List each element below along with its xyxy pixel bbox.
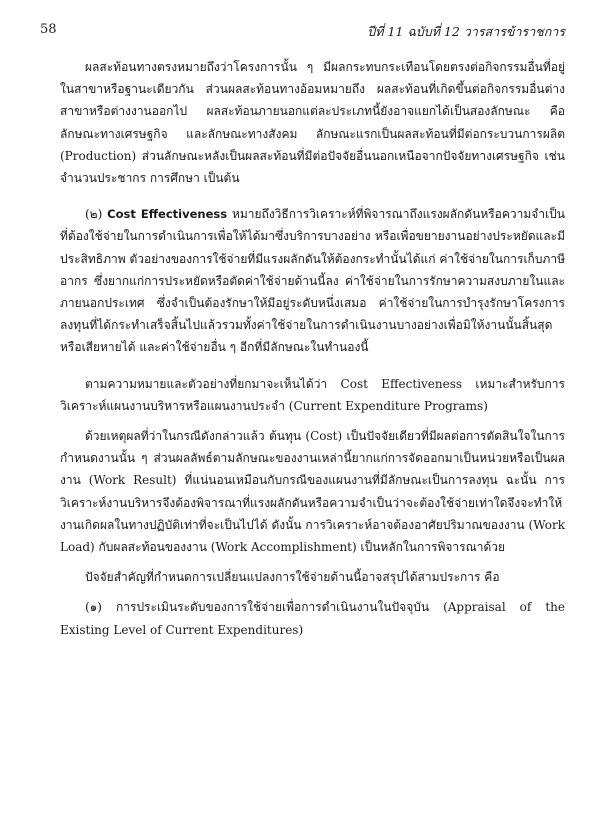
- running-title: ปีที่ 11 ฉบับที่ 12 วารสารข้าราชการ: [367, 24, 565, 39]
- item-heading: Cost Effectiveness: [107, 207, 228, 222]
- paragraph-meaning: ตามความหมายและตัวอย่างที่ยกมาจะเห็นได้ว่า Cost Effectiveness เหมาะสำหรับการวิเคราะห์แผนงานบริหารหรือแผนงานประจำ (Current Expenditure Programs): [60, 376, 565, 413]
- paragraph-external-effects: ผลสะท้อนทางตรงหมายถึงว่าโครงการนั้น ๆ มีผลกระทบกระเทือนโดยตรงต่อกิจกรรมอื่นที่อยู่ในสาขาหรือฐานะเดียวกัน ส่วนผลสะท้อนทางอ้อมหมายถึง ผลสะท้อนที่เกิดขึ้นต่อกิจกรรมอื่นต่างสาขาหรือต่างงานออกไป ผลสะท้อนภายนอกแต่ละประเภทนี้ยังอาจแยกได้เป็นสองลักษณะ คือ ลักษณะทางเศรษฐกิจ และลักษณะทางสังคม ลักษณะแรกเป็นผลสะท้อนที่มีต่อกระบวนการผลิต (Production) ส่วนลักษณะหลังเป็นผลสะท้อนที่มีต่อปัจจัยอื่นนอกเหนือจากปัจจัยทางเศรษฐกิจ เช่น จำนวนประชากร การศึกษา เป็นต้น: [60, 60, 565, 186]
- item-number: (๒): [85, 207, 103, 222]
- page-header: [40, 18, 565, 42]
- paragraph-factors: ปัจจัยสำคัญที่กำหนดการเปลี่ยนแปลงการใช้จ่ายด้านนี้อาจสรุปได้สามประการ คือ: [85, 570, 500, 585]
- page-number: 58: [40, 22, 57, 37]
- item-body: หมายถึงวิธีการวิเคราะห์ที่พิจารณาถึงแรงผลักดันหรือความจำเป็นที่ต้องใช้จ่ายในการดำเนินการเพื่อให้ได้มาซึ่งบริการบางอย่าง หรือเพื่อขยายงานอย่างประหยัดและมีประสิทธิภาพ ตัวอย่างของการใช้จ่ายที่มีแรงผลักดันให้ต้องกระทำนั้นได้แก่ ค่าใช้จ่ายในการเก็บภาษีอากร ซึ่งยากแก่การประหยัดหรือตัดค่าใช้จ่ายด้านนี้ลง ค่าใช้จ่ายในการรักษาความสงบภายในและภายนอกประเทศ ซึ่งจำเป็นต้องรักษาให้มีอยู่ระดับหนึ่งเสมอ ค่าใช้จ่ายในการบำรุงรักษาโครงการลงทุนที่ได้กระทำเสร็จสิ้นไปแล้วรวมทั้งค่าใช้จ่ายในการดำเนินงานบางอย่างเพื่อมิให้งานนั้นสิ้นสุดหรือเสียหายได้ และค่าใช้จ่ายอื่น ๆ อีกที่มีลักษณะในทำนองนี้: [60, 207, 565, 355]
- paragraph-cost-effectiveness: [60, 203, 565, 358]
- paragraph-item-1: (๑) การประเมินระดับของการใช้จ่ายเพื่อการดำเนินงานในปัจจุบัน (Appraisal of the Existing Level of Current Expenditures): [60, 600, 565, 637]
- page-body: [60, 56, 565, 641]
- paragraph-reason: ด้วยเหตุผลที่ว่าในกรณีดังกล่าวแล้ว ต้นทุน (Cost) เป็นปัจจัยเดียวที่มีผลต่อการตัดสินใจในการกำหนดงานนั้น ๆ ส่วนผลลัพธ์ตามลักษณะของงานเหล่านี้ยากแก่การจัดออกมาเป็นหน่วยหรือเป็นผลงาน (Work Result) ที่แน่นอนเหมือนกับกรณีของแผนงานที่มีลักษณะเป็นการลงทุน ฉะนั้น การวิเคราะห์งานบริหารจึงต้องพิจารณาที่แรงผลักดันหรือความจำเป็นว่าจะต้องใช้จ่ายเท่าใดจึงจะทำให้งานเกิดผลในทางปฏิบัติเท่าที่จะเป็นไปได้ ดังนั้น การวิเคราะห์อาจต้องอาศัยปริมาณของงาน (Work Load) กับผลสะท้อนของงาน (Work Accomplishment) เป็นหลักในการพิจารณาด้วย: [60, 429, 565, 555]
